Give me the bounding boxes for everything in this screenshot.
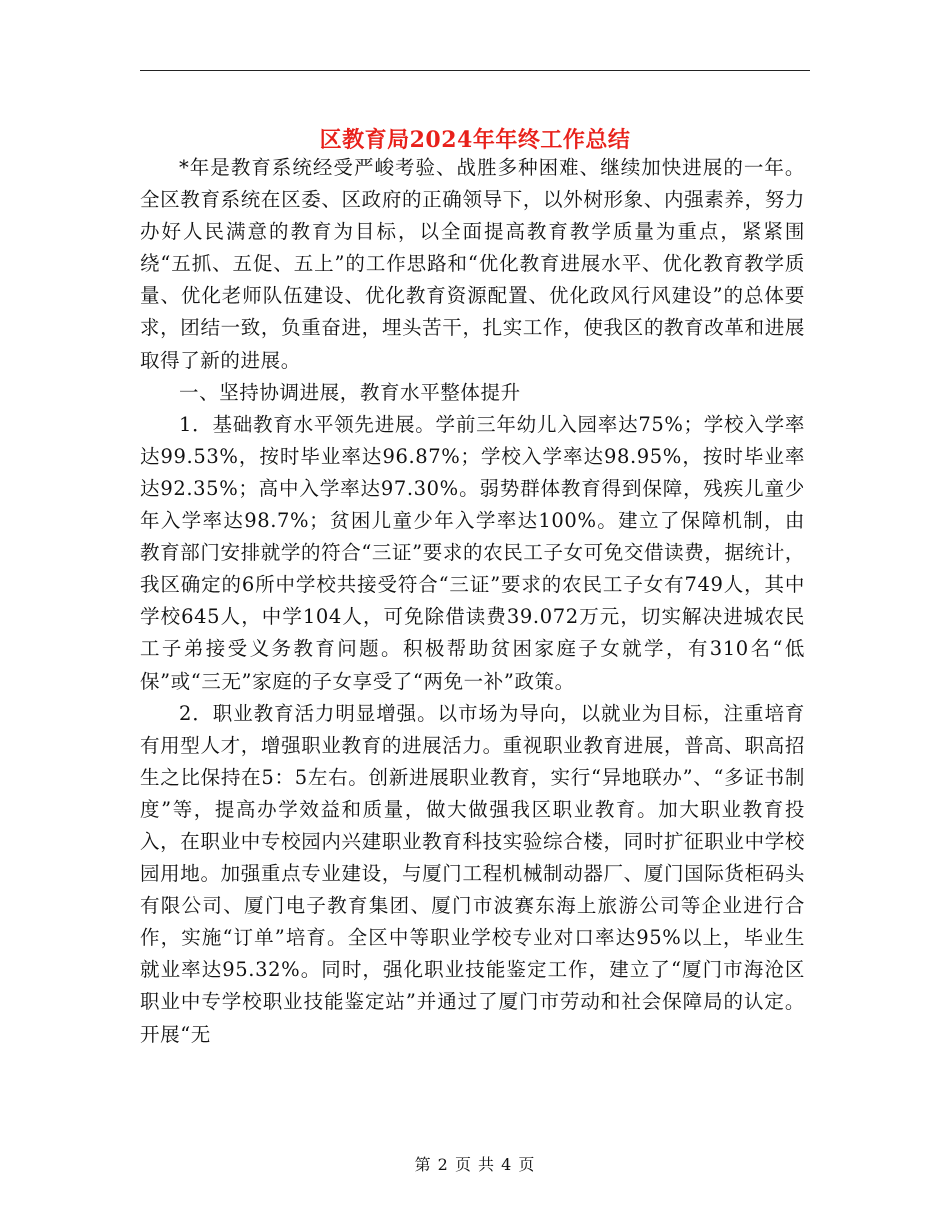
- paragraph-vocational-education: 2．职业教育活力明显增强。以市场为导向，以就业为目标，注重培育有用型人才，增强职业教育的进展活力。重视职业教育进展，普高、职高招生之比保持在5：5左右。创新进展职业教育，实行“异地联办”、“多证书制度”等，提高办学效益和质量，做大做强我区职业教育。加大职业教育投入，在职业中专校园内兴建职业教育科技实验综合楼，同时扩征职业中学校园用地。加强重点专业建设，与厦门工程机械制动器厂、厦门国际货柜码头有限公司、厦门电子教育集团、厦门市波赛东海上旅游公司等企业进行合作，实施“订单”培育。全区中等职业学校专业对口率达95%以上，毕业生就业率达95.32%。同时，强化职业技能鉴定工作，建立了“厦门市海沧区职业中专学校职业技能鉴定站”并通过了厦门市劳动和社会保障局的认定。开展“无: [140, 701, 805, 1046]
- document-title: 区教育局2024年年终工作总结: [319, 126, 631, 153]
- header-rule: [140, 70, 810, 71]
- page-number: 第 2 页 共 4 页: [414, 1155, 536, 1174]
- paragraph-basic-education: 1．基础教育水平领先进展。学前三年幼儿入园率达75%；学校入学率达99.53%，按时毕业率达96.87%；学校入学率达98.95%，按时毕业率达92.35%；高中入学率达97.30%。弱势群体教育得到保障，残疾儿童少年入学率达98.7%；贫困儿童少年入学率达100%。建立了保障机制，由教育部门安排就学的符合“三证”要求的农民工子女可免交借读费，据统计，我区确定的6所中学校共接受符合“三证”要求的农民工子女有749人，其中学校645人，中学104人，可免除借读费39.072万元，切实解决进城农民工子弟接受义务教育问题。积极帮助贫困家庭子女就学，有310名“低保”或“三无”家庭的子女享受了“两免一补”政策。: [140, 412, 805, 693]
- document-body: [140, 152, 805, 1051]
- section-heading-1: 一、坚持协调进展，教育水平整体提升: [179, 380, 521, 404]
- paragraph-intro: *年是教育系统经受严峻考验、战胜多种困难、继续加快进展的一年。全区教育系统在区委、区政府的正确领导下，以外树形象、内强素养，努力办好人民满意的教育为目标，以全面提高教育教学质量为重点，紧紧围绕“五抓、五促、五上”的工作思路和“优化教育进展水平、优化教育教学质量、优化老师队伍建设、优化教育资源配置、优化政风行风建设”的总体要求，团结一致，负重奋进，埋头苦干，扎实工作，使我区的教育改革和进展取得了新的进展。: [140, 156, 805, 372]
